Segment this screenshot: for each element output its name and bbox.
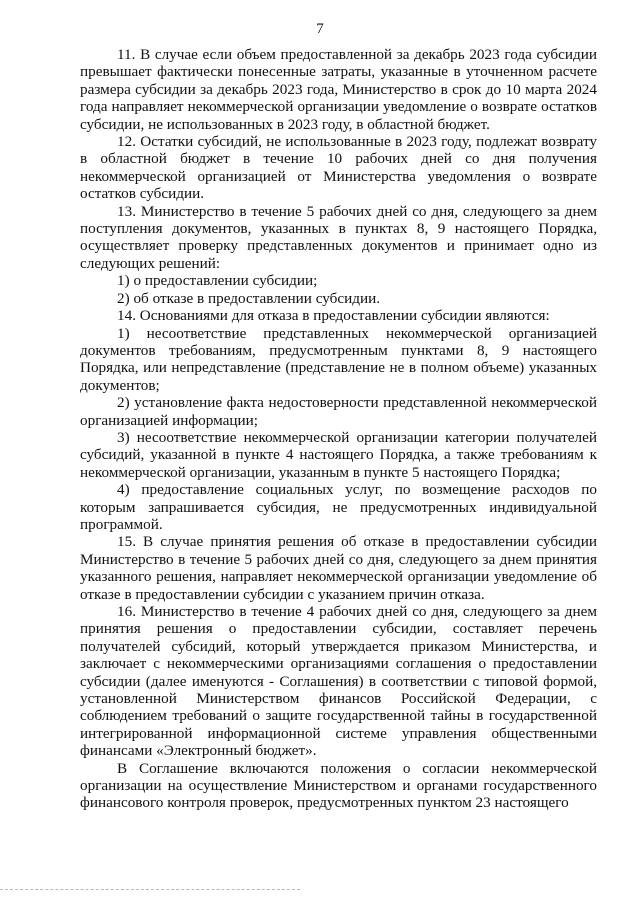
paragraph-16: 16. Министерство в течение 4 рабочих дней со дня, следующего за днем принятия решения о предоставлении субсидии, составляет перечень получателей субсидий, который утверждается приказом Министерства, и заключает с некоммерческими организациями соглашения о предоставлении субсидии (далее именуются - Соглашения) в соответствии с типовой формой, установленной Министерством финансов Российской Федерации, с соблюдением требований о защите государственной тайны в государственной интегрированной информационной системе управления общественными финансами «Электронный бюджет». [80, 603, 597, 760]
paragraph-15: 15. В случае принятия решения об отказе в предоставлении субсидии Министерство в течение 5 рабочих дней со дня, следующего за днем принятия указанного решения, направляет некоммерческой организации уведомление об отказе в предоставлении субсидии с указанием причин отказа. [80, 533, 597, 603]
page-number: 7 [316, 21, 324, 37]
scan-edge-line [0, 889, 300, 890]
paragraph-14: 14. Основаниями для отказа в предоставлении субсидии являются: [117, 307, 550, 325]
paragraph-13: 13. Министерство в течение 5 рабочих дней со дня, следующего за днем поступления документов, указанных в пунктах 8, 9 настоящего Порядка, осуществляет проверку представленных документов и принимает одно из следующих решений: [80, 202, 597, 272]
document-body [80, 46, 597, 812]
paragraph-12: 12. Остатки субсидий, не использованные в 2023 году, подлежат возврату в областной бюджет в течение 10 рабочих дней со дня получения некоммерческой организацией от Министерства уведомления о возврате остатков субсидии. [80, 133, 597, 203]
list-item: 1) несоответствие представленных некоммерческой организацией документов требованиям, предусмотренным пунктами 8, 9 настоящего Порядка, или непредставление (представление не в полном объеме) указанных документов; [80, 324, 597, 394]
paragraph-agreement: В Соглашение включаются положения о согласии некоммерческой организации на осуществление Министерством и органами государственного финансового контроля проверок, предусмотренных пунктом 23 настоящего [80, 759, 597, 812]
paragraph-11: 11. В случае если объем предоставленной за декабрь 2023 года субсидии превышает фактически понесенные затраты, указанные в уточненном расчете размера субсидии за декабрь 2023 года, Министерство в срок до 10 марта 2024 года направляет некоммерческой организации уведомление о возврате остатков субсидии, не использованных в 2023 году, в областной бюджет. [80, 46, 597, 133]
list-item: 2) об отказе в предоставлении субсидии. [117, 289, 381, 307]
list-item: 1) о предоставлении субсидии; [117, 272, 318, 290]
list-item: 2) установление факта недостоверности представленной некоммерческой организацией информации; [80, 394, 597, 429]
list-item: 3) несоответствие некоммерческой организации категории получателей субсидий, указанной в пункте 4 настоящего Порядка, а также требованиям к некоммерческой организации, указанным в пункте 5 настоящего Порядка; [80, 428, 597, 481]
list-item: 4) предоставление социальных услуг, по возмещение расходов по которым запрашивается субсидия, не предусмотренных индивидуальной программой. [80, 481, 597, 533]
